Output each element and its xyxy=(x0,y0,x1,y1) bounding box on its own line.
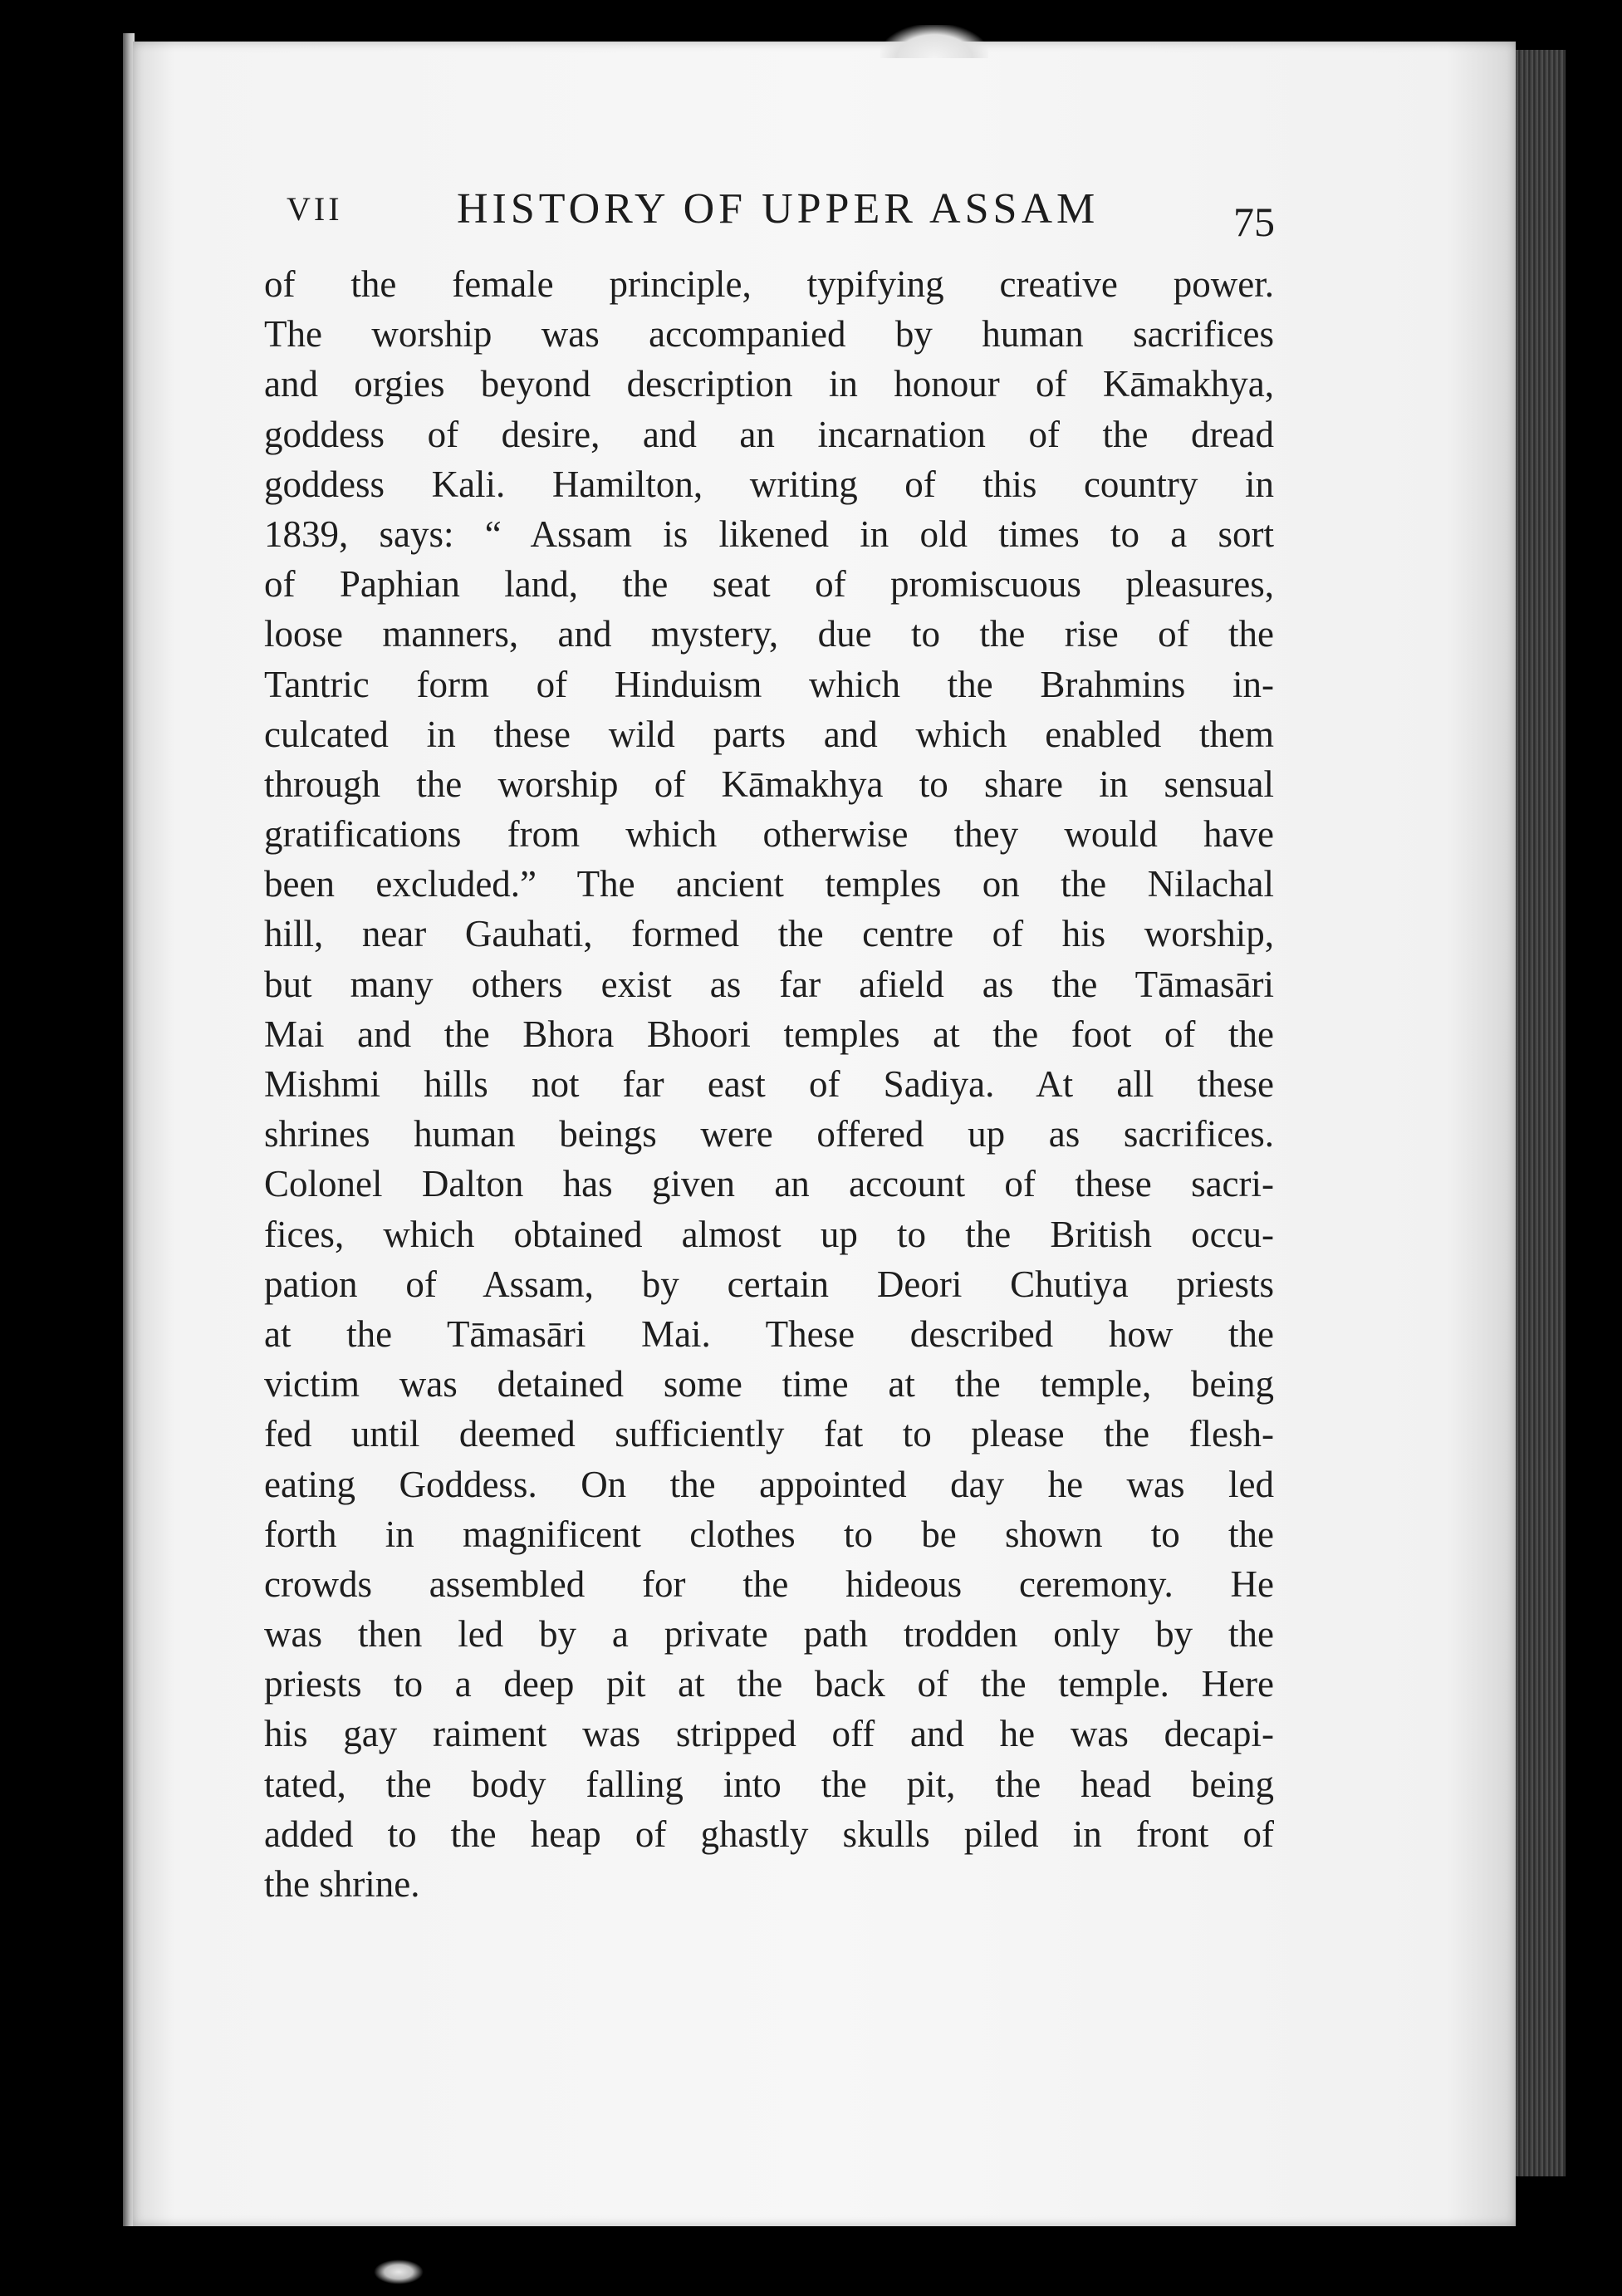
text-line: 1839, says: “ Assam is likened in old times to a sort xyxy=(264,513,1274,555)
text-line: tated, the body falling into the pit, the head being xyxy=(264,1763,1274,1805)
text-line: at the Tāmasāri Mai. These described how the xyxy=(264,1312,1274,1355)
scan-artifact-bottom xyxy=(374,2259,424,2284)
text-line: Tantric form of Hinduism which the Brahmins in- xyxy=(264,663,1274,705)
text-line: of Paphian land, the seat of promiscuous pleasures, xyxy=(264,563,1274,606)
scan-artifact-top xyxy=(880,25,988,58)
text-line: forth in magnificent clothes to be shown to the xyxy=(264,1513,1274,1555)
page-number: 75 xyxy=(1233,199,1275,245)
body-paragraph xyxy=(264,259,1274,1909)
text-line: of the female principle, typifying creative power. xyxy=(264,263,1274,305)
text-line: been excluded.” The ancient temples on the Nilachal xyxy=(264,863,1274,905)
text-line: gratifications from which otherwise they would have xyxy=(264,813,1274,856)
text-line: goddess Kali. Hamilton, writing of this country in xyxy=(264,463,1274,505)
text-line-final: the shrine. xyxy=(264,1863,420,1905)
page-fore-edge xyxy=(1516,50,1566,2176)
text-line: was then led by a private path trodden only by the xyxy=(264,1613,1274,1656)
text-line: shrines human beings were offered up as sacrifices. xyxy=(264,1113,1274,1155)
text-line: culcated in these wild parts and which enabled them xyxy=(264,713,1274,755)
text-line: but many others exist as far afield as the Tāmasāri xyxy=(264,963,1274,1005)
text-line: eating Goddess. On the appointed day he was led xyxy=(264,1463,1274,1505)
running-title: HISTORY OF UPPER ASSAM xyxy=(457,185,1100,233)
text-line: added to the heap of ghastly skulls piled in front of xyxy=(264,1813,1274,1855)
text-line: fed until deemed sufficiently fat to please the flesh- xyxy=(264,1413,1274,1455)
text-line: The worship was accompanied by human sacrifices xyxy=(264,313,1274,356)
text-line: through the worship of Kāmakhya to share in sensual xyxy=(264,763,1274,805)
chapter-number: VII xyxy=(287,190,343,228)
text-line: priests to a deep pit at the back of the temple. Here xyxy=(264,1663,1274,1705)
text-line: fices, which obtained almost up to the British occu- xyxy=(264,1213,1274,1255)
text-line: victim was detained some time at the temple, being xyxy=(264,1363,1274,1406)
text-line: his gay raiment was stripped off and he was decapi- xyxy=(264,1713,1274,1755)
text-line: goddess of desire, and an incarnation of the dread xyxy=(264,413,1274,455)
text-line: pation of Assam, by certain Deori Chutiya priests xyxy=(264,1263,1274,1305)
text-line: and orgies beyond description in honour of Kāmakhya, xyxy=(264,363,1274,405)
running-head xyxy=(287,181,1275,245)
text-line: loose manners, and mystery, due to the rise of the xyxy=(264,613,1274,655)
text-line: Colonel Dalton has given an account of these sacri- xyxy=(264,1163,1274,1205)
text-line: hill, near Gauhati, formed the centre of his worship, xyxy=(264,913,1274,955)
text-line: Mai and the Bhora Bhoori temples at the foot of the xyxy=(264,1013,1274,1055)
text-line: Mishmi hills not far east of Sadiya. At all these xyxy=(264,1063,1274,1105)
text-line: crowds assembled for the hideous ceremony. He xyxy=(264,1563,1274,1605)
